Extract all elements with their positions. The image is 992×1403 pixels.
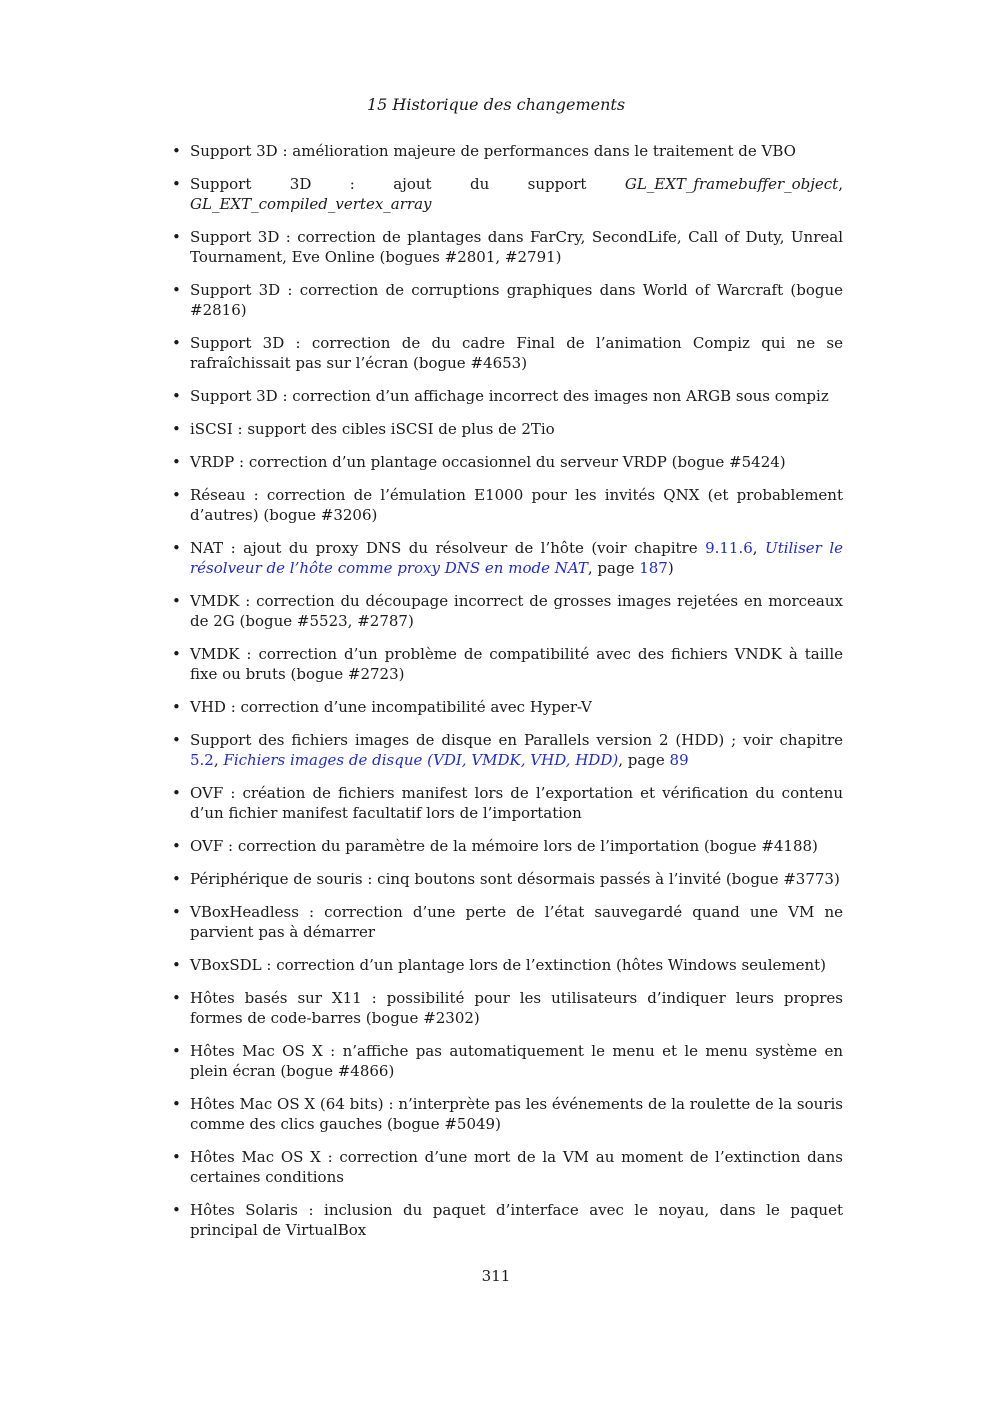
item-text: Support 3D : correction de du cadre Final de l’animation Compiz qui ne se rafraîchissait pas sur l’écran (bogue #4653) — [190, 334, 843, 372]
running-header: 15 Historique des changements — [366, 95, 626, 114]
cross-reference-link[interactable]: Fichiers images de disque (VDI, VMDK, VHD, HDD) — [223, 751, 619, 769]
bullet-icon: • — [172, 1201, 181, 1219]
list-item — [172, 730, 843, 770]
item-text: Support 3D : ajout du support — [190, 175, 625, 193]
bullet-icon: • — [172, 1095, 181, 1113]
list-item — [172, 485, 843, 525]
bullet-icon: • — [172, 903, 181, 921]
item-text: Hôtes Mac OS X (64 bits) : n’interprète pas les événements de la roulette de la souris comme des clics gauches (bogue #5049) — [190, 1095, 843, 1133]
bullet-icon: • — [172, 486, 181, 504]
item-text: Hôtes Mac OS X : n’affiche pas automatiquement le menu et le menu système en plein écran (bogue #4866) — [190, 1042, 843, 1080]
bullet-icon: • — [172, 539, 181, 557]
item-text: Hôtes Mac OS X : correction d’une mort de la VM au moment de l’extinction dans certaines conditions — [190, 1148, 843, 1186]
item-text: VMDK : correction du découpage incorrect de grosses images rejetées en morceaux de 2G (bogue #5523, #2787) — [190, 592, 843, 630]
item-text: NAT : ajout du proxy DNS du résolveur de l’hôte (voir chapitre — [190, 539, 706, 557]
bullet-icon: • — [172, 281, 181, 299]
item-text: Périphérique de souris : cinq boutons sont désormais passés à l’invité (bogue #3773) — [190, 870, 840, 888]
bullet-icon: • — [172, 228, 181, 246]
item-text: VMDK : correction d’un problème de compatibilité avec des fichiers VNDK à taille fixe ou bruts (bogue #2723) — [190, 645, 843, 683]
list-item — [172, 1041, 843, 1081]
list-item — [172, 902, 843, 942]
item-text: VBoxHeadless : correction d’une perte de l’état sauvegardé quand une VM ne parvient pas à démarrer — [190, 903, 843, 941]
item-text: , page — [618, 751, 670, 769]
cross-reference-link[interactable]: 89 — [669, 751, 689, 769]
bullet-icon: • — [172, 387, 181, 405]
item-text: Support 3D : correction de corruptions graphiques dans World of Warcraft (bogue #2816) — [190, 281, 843, 319]
list-item — [172, 1147, 843, 1187]
cross-reference-link[interactable]: 5.2 — [190, 751, 214, 769]
cross-reference-link[interactable]: 187 — [639, 559, 668, 577]
item-text: VHD : correction d’une incompatibilité avec Hyper-V — [190, 698, 592, 716]
list-item — [172, 419, 843, 439]
list-item — [172, 452, 843, 472]
bullet-icon: • — [172, 175, 181, 193]
list-item — [172, 538, 843, 578]
item-text: Support 3D : correction de plantages dans FarCry, SecondLife, Call of Duty, Unreal Tournament, Eve Online (bogues #2801, #2791) — [190, 228, 843, 266]
item-text: ) — [667, 559, 674, 577]
bullet-icon: • — [172, 592, 181, 610]
list-item — [172, 988, 843, 1028]
item-text: Support des fichiers images de disque en Parallels version 2 (HDD) ; voir chapitre — [190, 731, 843, 749]
item-text: GL_EXT_compiled_vertex_array — [190, 195, 432, 213]
list-item — [172, 783, 843, 823]
item-text: , — [838, 175, 843, 193]
cross-reference-link[interactable]: 9.11.6 — [705, 539, 753, 557]
bullet-icon: • — [172, 1042, 181, 1060]
bullet-icon: • — [172, 453, 181, 471]
list-item — [172, 869, 843, 889]
bullet-icon: • — [172, 334, 181, 352]
bullet-icon: • — [172, 698, 181, 716]
changelog-list — [172, 141, 843, 1253]
item-text: Support 3D : correction d’un affichage incorrect des images non ARGB sous compiz — [190, 387, 829, 405]
bullet-icon: • — [172, 142, 181, 160]
item-text: , page — [587, 559, 640, 577]
item-text: Support 3D : amélioration majeure de performances dans le traitement de VBO — [190, 142, 796, 160]
bullet-icon: • — [172, 989, 181, 1007]
item-text: Réseau : correction de l’émulation E1000 pour les invités QNX (et probablement d’autres) (bogue #3206) — [190, 486, 843, 524]
list-item — [172, 174, 843, 214]
list-item — [172, 591, 843, 631]
list-item — [172, 227, 843, 267]
item-text: iSCSI : support des cibles iSCSI de plus de 2Tio — [190, 420, 555, 438]
bullet-icon: • — [172, 1148, 181, 1166]
item-text: OVF : création de fichiers manifest lors de l’exportation et vérification du contenu d’un fichier manifest facultatif lors de l’importation — [190, 784, 843, 822]
bullet-icon: • — [172, 645, 181, 663]
page-number: 311 — [481, 1267, 511, 1285]
bullet-icon: • — [172, 420, 181, 438]
list-item — [172, 644, 843, 684]
list-item — [172, 141, 843, 161]
list-item — [172, 955, 843, 975]
list-item — [172, 280, 843, 320]
item-text: OVF : correction du paramètre de la mémoire lors de l’importation (bogue #4188) — [190, 837, 818, 855]
item-text: , — [752, 539, 766, 557]
list-item — [172, 333, 843, 373]
item-text: GL_EXT_framebuffer_object — [624, 175, 839, 193]
item-text: VBoxSDL : correction d’un plantage lors de l’extinction (hôtes Windows seulement) — [190, 956, 827, 974]
list-item — [172, 836, 843, 856]
list-item — [172, 1200, 843, 1240]
list-item — [172, 386, 843, 406]
item-text: Hôtes basés sur X11 : possibilité pour les utilisateurs d’indiquer leurs propres formes de code-barres (bogue #2302) — [190, 989, 843, 1027]
item-text: VRDP : correction d’un plantage occasionnel du serveur VRDP (bogue #5424) — [190, 453, 786, 471]
bullet-icon: • — [172, 870, 181, 888]
bullet-icon: • — [172, 731, 181, 749]
item-text: , — [213, 751, 224, 769]
list-item — [172, 1094, 843, 1134]
item-text: Hôtes Solaris : inclusion du paquet d’interface avec le noyau, dans le paquet principal de VirtualBox — [190, 1201, 843, 1239]
list-item — [172, 697, 843, 717]
bullet-icon: • — [172, 837, 181, 855]
bullet-icon: • — [172, 956, 181, 974]
bullet-icon: • — [172, 784, 181, 802]
cross-reference-link[interactable]: Utiliser le résolveur de l’hôte comme proxy DNS en mode NAT — [190, 539, 844, 577]
